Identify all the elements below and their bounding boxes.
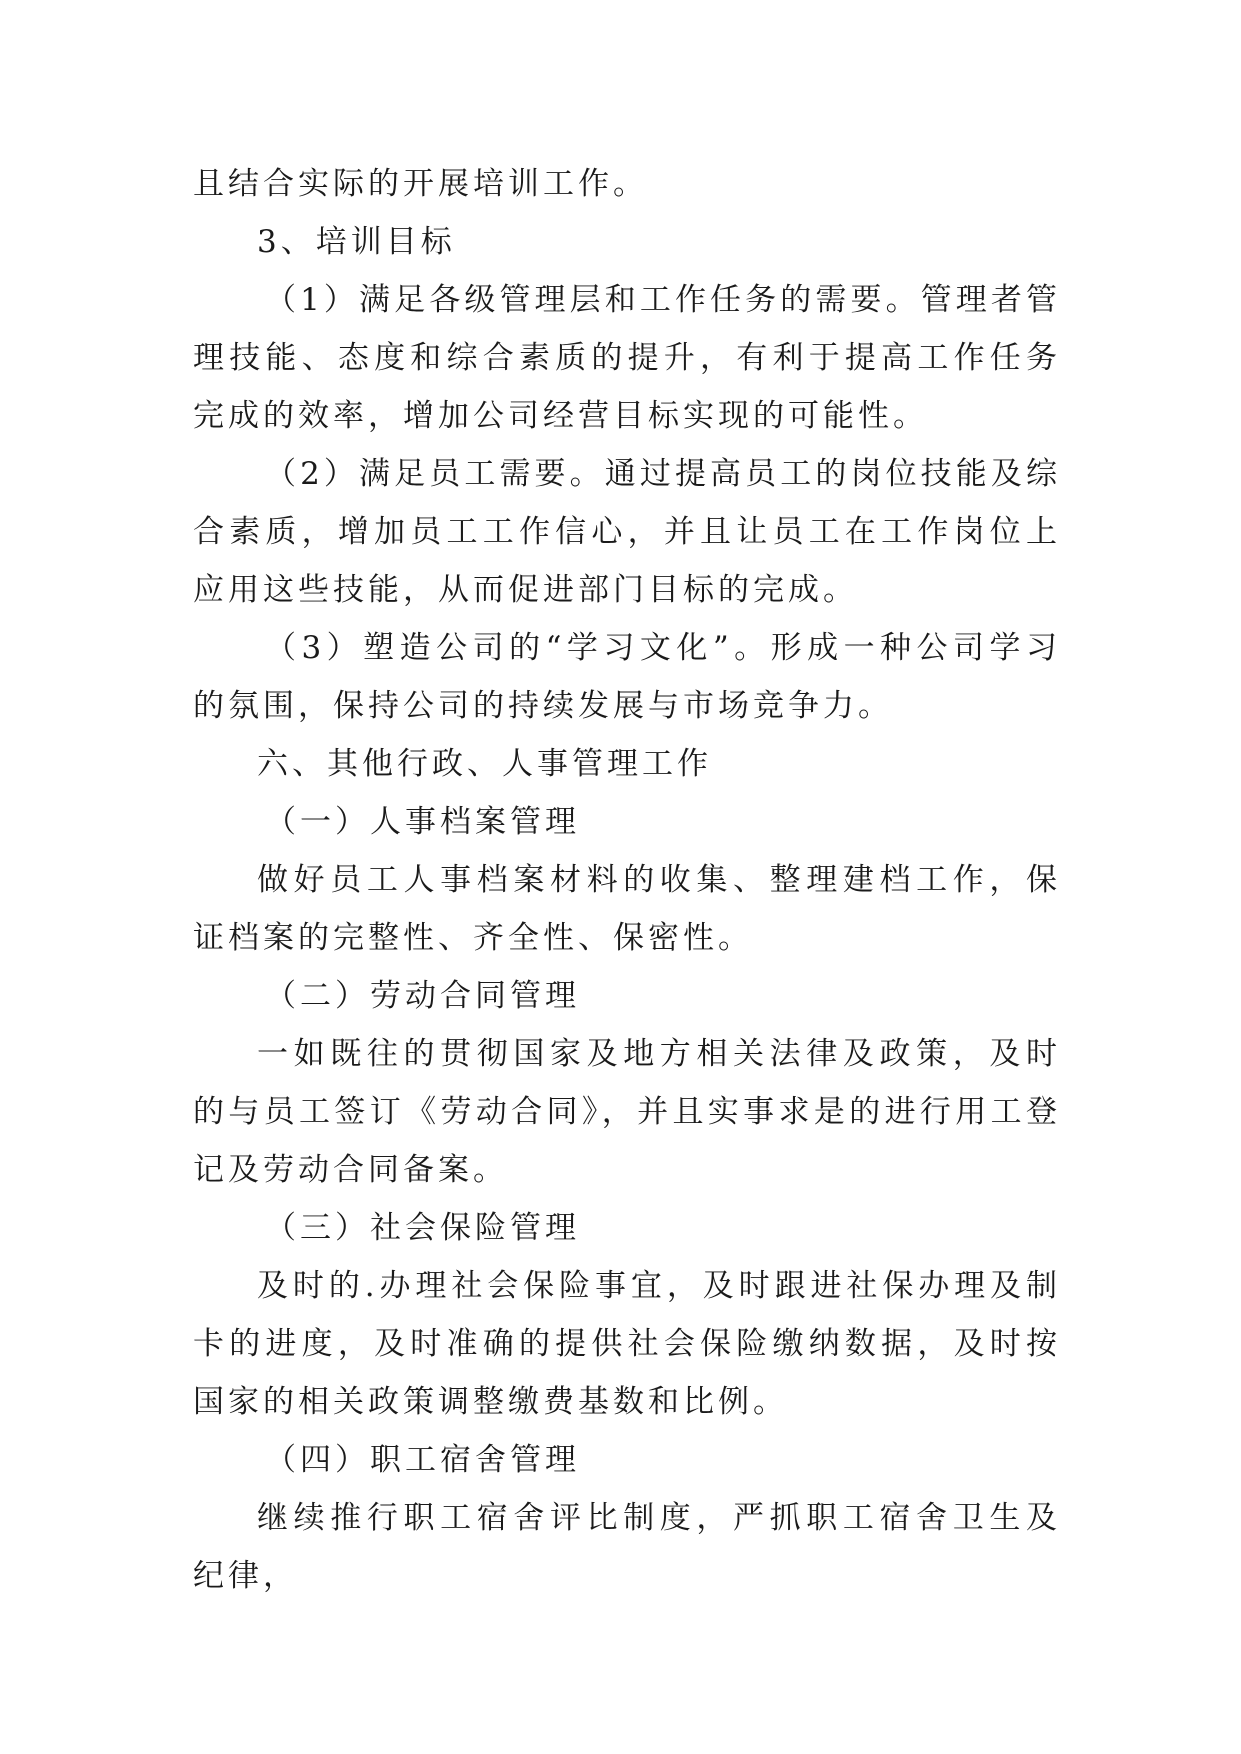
paragraph-goal-1: （1）满足各级管理层和工作任务的需要。管理者管理技能、态度和综合素质的提升，有利于提高工作任务完成的效率，增加公司经营目标实现的可能性。	[193, 282, 1061, 434]
paragraph-goal-2: （2）满足员工需要。通过提高员工的岗位技能及综合素质，增加员工工作信心，并且让员工在工作岗位上应用这些技能，从而促进部门目标的完成。	[193, 456, 1061, 608]
paragraph-1: 且结合实际的开展培训工作。	[193, 166, 648, 202]
paragraph-personnel-files: 做好员工人事档案材料的收集、整理建档工作，保证档案的完整性、齐全性、保密性。	[193, 862, 1061, 956]
subheading-personnel-files: （一）人事档案管理	[265, 804, 580, 840]
paragraph-labor-contract: 一如既往的贯彻国家及地方相关法律及政策，及时的与员工签订《劳动合同》，并且实事求是的进行用工登记及劳动合同备案。	[193, 1036, 1061, 1188]
subheading-staff-dormitory: （四）职工宿舍管理	[265, 1442, 580, 1478]
section-heading-training-goals: 3、培训目标	[257, 224, 456, 260]
paragraph-goal-3: （3）塑造公司的“学习文化”。形成一种公司学习的氛围，保持公司的持续发展与市场竞争力。	[193, 630, 1061, 724]
paragraph-staff-dormitory: 继续推行职工宿舍评比制度，严抓职工宿舍卫生及纪律，	[193, 1500, 1061, 1594]
section-heading-other-admin: 六、其他行政、人事管理工作	[257, 746, 712, 782]
paragraph-social-insurance: 及时的.办理社会保险事宜，及时跟进社保办理及制卡的进度，及时准确的提供社会保险缴纳数据，及时按国家的相关政策调整缴费基数和比例。	[193, 1268, 1061, 1420]
subheading-labor-contract: （二）劳动合同管理	[265, 978, 580, 1014]
subheading-social-insurance: （三）社会保险管理	[265, 1210, 580, 1246]
document-body	[193, 155, 1061, 1605]
